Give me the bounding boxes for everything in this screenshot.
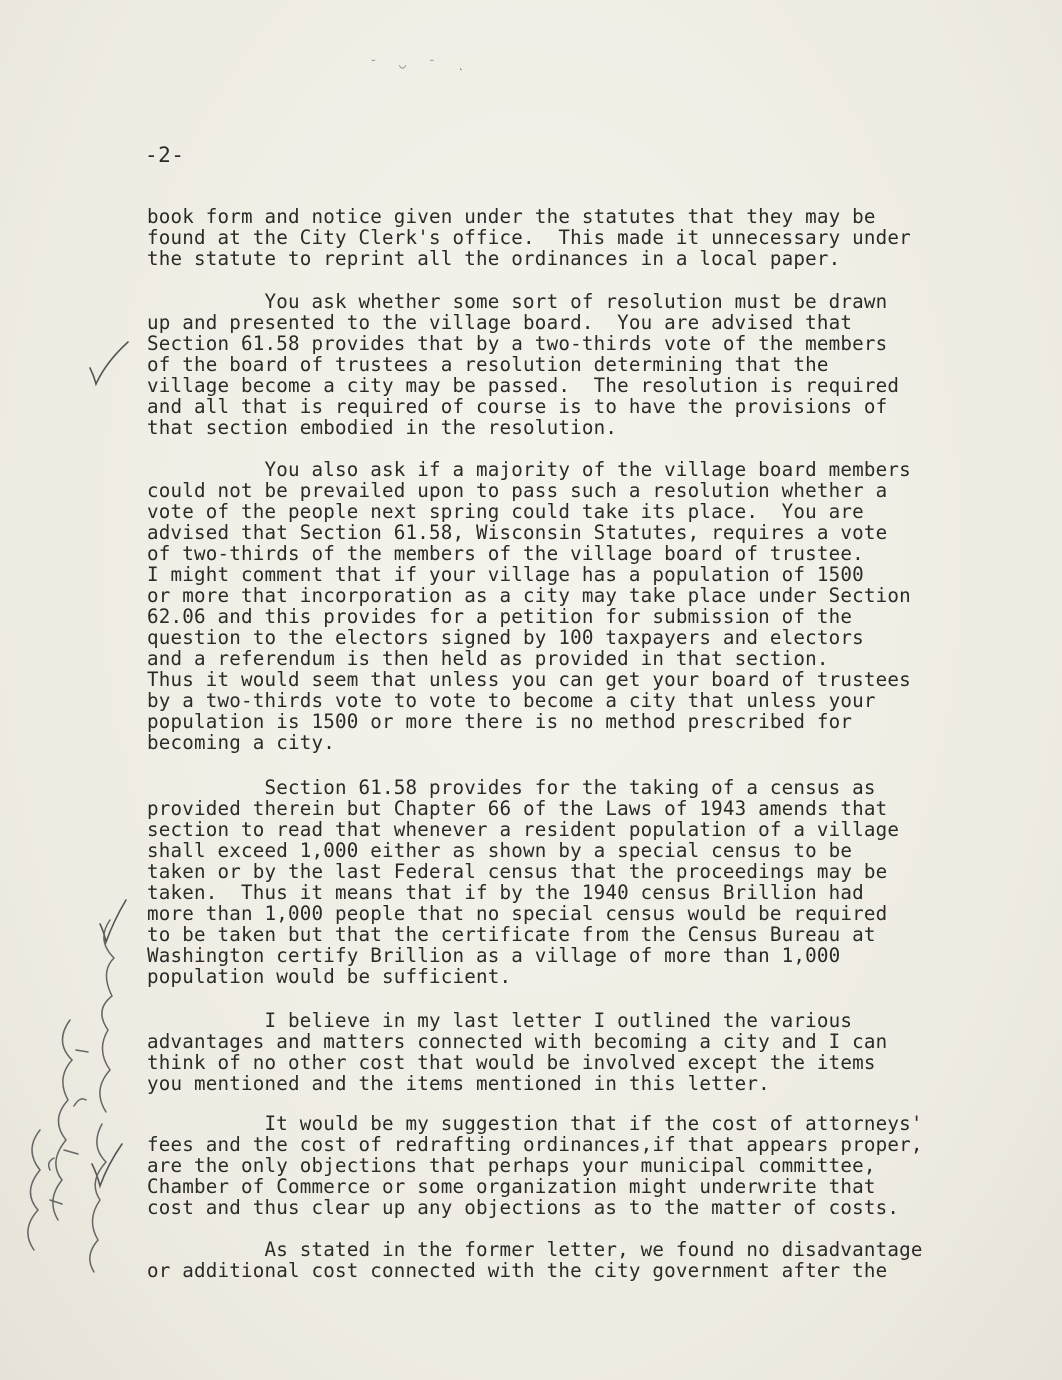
text-line: I believe in my last letter I outlined the various <box>147 1009 853 1032</box>
text-line: of two-thirds of the members of the village board of trustee. <box>147 542 864 565</box>
text-line: advised that Section 61.58, Wisconsin Statutes, requires a vote <box>147 521 888 544</box>
text-line: that section embodied in the resolution. <box>147 416 618 439</box>
text-line: fees and the cost of redrafting ordinances,if that appears proper, <box>147 1133 923 1156</box>
text-line: provided therein but Chapter 66 of the Laws of 1943 amends that <box>147 797 888 820</box>
text-line: or more that incorporation as a city may take place under Section <box>147 584 911 607</box>
paragraph <box>147 777 899 987</box>
text-line: You also ask if a majority of the village board members <box>147 458 911 481</box>
text-line: and all that is required of course is to have the provisions of <box>147 395 888 418</box>
text-line: Thus it would seem that unless you can get your board of trustees <box>147 668 911 691</box>
text-line: cost and thus clear up any objections as to the matter of costs. <box>147 1196 900 1219</box>
text-line: section to read that whenever a resident population of a village <box>147 818 900 841</box>
text-line: up and presented to the village board. You are advised that <box>147 311 853 334</box>
text-line: vote of the people next spring could take its place. You are <box>147 500 864 523</box>
text-line: of the board of trustees a resolution determining that the <box>147 353 829 376</box>
text-line: book form and notice given under the statutes that they may be <box>147 205 876 228</box>
text-line: think of no other cost that would be involved except the items <box>147 1051 876 1074</box>
text-line: to be taken but that the certificate from the Census Bureau at <box>147 923 876 946</box>
text-line: You ask whether some sort of resolution must be drawn <box>147 290 888 313</box>
text-line: As stated in the former letter, we found no disadvantage <box>147 1238 923 1261</box>
text-line: more than 1,000 people that no special census would be required <box>147 902 888 925</box>
paragraph <box>147 291 899 438</box>
paragraph <box>147 459 911 753</box>
text-line: I might comment that if your village has a population of 1500 <box>147 563 864 586</box>
checkmark-icon <box>86 338 132 388</box>
text-line: population would be sufficient. <box>147 965 512 988</box>
text-line: are the only objections that perhaps your municipal committee, <box>147 1154 876 1177</box>
text-line: It would be my suggestion that if the cost of attorneys' <box>147 1112 923 1135</box>
text-line: 62.06 and this provides for a petition for submission of the <box>147 605 853 628</box>
paragraph <box>147 206 911 269</box>
text-line: taken. Thus it means that if by the 1940 census Brillion had <box>147 881 864 904</box>
paragraph <box>147 1113 923 1218</box>
text-line: could not be prevailed upon to pass such a resolution whether a <box>147 479 888 502</box>
text-line: advantages and matters connected with becoming a city and I can <box>147 1030 888 1053</box>
text-line: becoming a city. <box>147 731 336 754</box>
text-line: Chamber of Commerce or some organization might underwrite that <box>147 1175 876 1198</box>
paragraph <box>147 1239 923 1281</box>
text-line: Section 61.58 provides for the taking of a census as <box>147 776 876 799</box>
text-line: found at the City Clerk's office. This made it unnecessary under <box>147 226 911 249</box>
text-line: the statute to reprint all the ordinances in a local paper. <box>147 247 841 270</box>
text-line: taken or by the last Federal census that the proceedings may be <box>147 860 888 883</box>
paragraph <box>147 1010 887 1094</box>
text-line: or additional cost connected with the city government after the <box>147 1259 888 1282</box>
text-line: village become a city may be passed. The resolution is required <box>147 374 900 397</box>
text-line: question to the electors signed by 100 taxpayers and electors <box>147 626 864 649</box>
text-line: population is 1500 or more there is no method prescribed for <box>147 710 853 733</box>
handwritten-note <box>10 900 130 1280</box>
text-line: and a referendum is then held as provided in that section. <box>147 647 829 670</box>
text-line: Section 61.58 provides that by a two-thirds vote of the members <box>147 332 888 355</box>
text-line: Washington certify Brillion as a village of more than 1,000 <box>147 944 841 967</box>
text-line: you mentioned and the items mentioned in this letter. <box>147 1072 770 1095</box>
text-line: by a two-thirds vote to vote to become a city that unless your <box>147 689 876 712</box>
page-number: -2- <box>145 143 185 167</box>
paper-specks: ˘ ◡ ˘ ˛ <box>370 58 473 71</box>
text-line: shall exceed 1,000 either as shown by a special census to be <box>147 839 853 862</box>
